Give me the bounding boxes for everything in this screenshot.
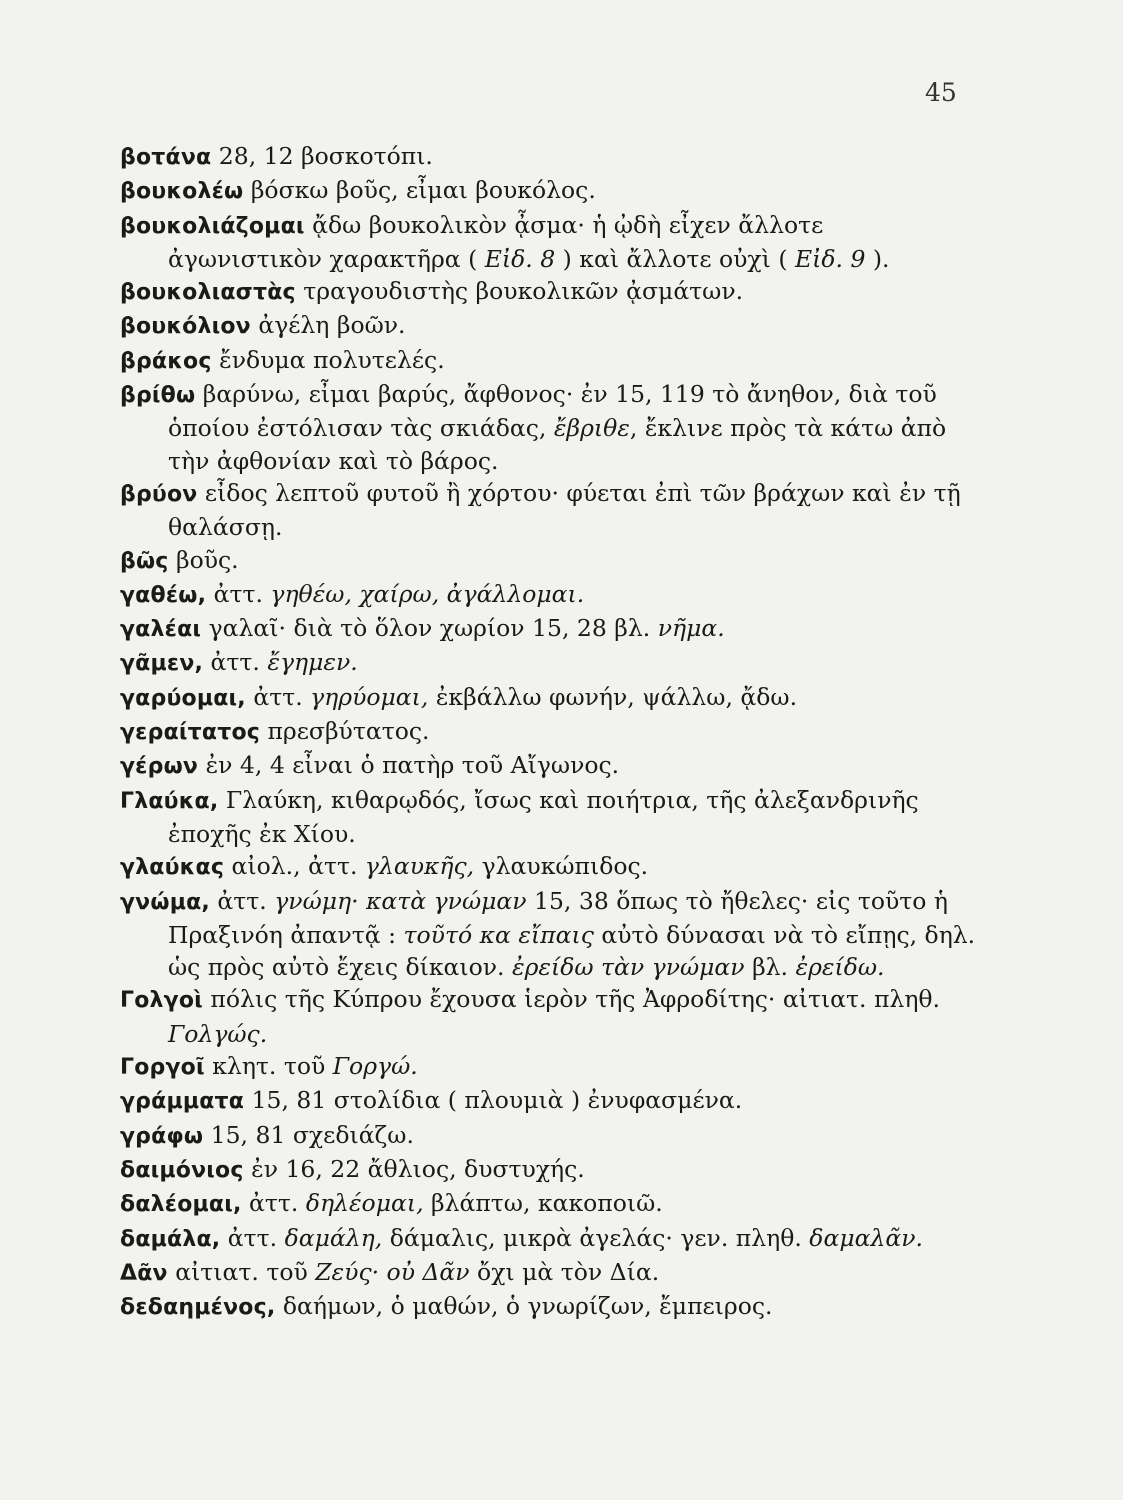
entry-headword: γαρύομαι,	[120, 685, 246, 711]
glossary-entry	[120, 784, 980, 851]
entry-text: κλητ. τοῦ	[204, 1052, 333, 1081]
entry-text: ἀττ.	[241, 1189, 306, 1218]
entry-headword: γλαύκας	[120, 855, 225, 881]
entry-text: , ἔκλινε πρὸς τὰ κάτω ἀπὸ τὴν ἀφθονίαν καὶ τὸ βάρος.	[168, 414, 954, 475]
entry-text: ).	[872, 244, 890, 273]
entry-headword: Γολγοὶ	[120, 988, 203, 1014]
entry-headword: βοτάνα	[120, 145, 212, 170]
entry-headword: γαθέω,	[120, 582, 207, 608]
page-number: 45	[925, 78, 957, 107]
entry-text: πρεσβύτατος.	[260, 717, 430, 746]
entry-headword: γράφω	[120, 1123, 204, 1149]
glossary-entry	[120, 1256, 980, 1290]
glossary-entry	[120, 275, 980, 309]
entry-italic-text: Γοργώ.	[332, 1052, 418, 1081]
entry-italic-text: Εἰδ. 9	[787, 244, 873, 273]
glossary-entry	[120, 715, 980, 749]
entry-text: ἀττ.	[206, 579, 271, 608]
entry-headword: γέρων	[120, 754, 199, 780]
glossary-entry	[120, 209, 980, 276]
entry-headword: γεραίτατος	[120, 720, 261, 746]
entry-text: αἰολ., ἀττ.	[224, 852, 365, 881]
entry-text: βλ.	[744, 953, 796, 982]
entry-text: βλάπτω, κακοποιῶ.	[423, 1189, 663, 1218]
entry-italic-text: δαμάλη,	[284, 1223, 383, 1252]
entry-headword: δαιμόνιος	[120, 1157, 244, 1183]
entry-text: δάμαλις, μικρὰ ἀγελάς· γεν. πληθ.	[382, 1223, 810, 1252]
entry-italic-text: ἐρείδω.	[795, 953, 885, 982]
entry-text: ἐν 16, 22 ἄθλιος, δυστυχής.	[243, 1154, 585, 1183]
entry-headword: βράκος	[120, 348, 212, 374]
glossary-entry	[120, 309, 980, 343]
entry-text: ᾄδω βουκολικὸν ᾆσμα· ἡ ᾠδὴ εἶχεν ἄλλοτε ἀγωνιστικὸν χαρακτῆρα (	[168, 210, 831, 273]
entry-text: ἀττ.	[203, 648, 268, 677]
glossary-entry	[120, 1084, 980, 1118]
entry-italic-text: ἔβριθε	[553, 414, 630, 443]
entry-text: δαήμων, ὁ μαθών, ὁ γνωρίζων, ἔμπειρος.	[275, 1292, 773, 1321]
entry-headword: βουκόλιον	[120, 314, 251, 340]
entry-italic-text: δηλέομαι,	[305, 1189, 424, 1218]
entry-text: ὄχι μὰ τὸν Δία.	[469, 1257, 660, 1286]
entry-italic-text: τοῦτό κα εἴπαις	[403, 920, 594, 949]
glossary-entry	[120, 1187, 980, 1221]
entry-headword: βρίθω	[120, 383, 196, 409]
entry-headword: γαλέαι	[120, 617, 202, 643]
entry-text: 15, 38 ὅπως τὸ ἤθελες· εἰς τοῦτο ἡ Πραξινόη ἀπαντᾷ :	[168, 886, 956, 949]
entry-italic-text: γλαυκῆς,	[364, 852, 475, 881]
entry-headword: Δᾶν	[120, 1260, 168, 1286]
entry-text: Γλαύκη, κιθαρῳδός, ἴσως καὶ ποιήτρια, τῆς ἀλεξανδρινῆς ἐποχῆς ἐκ Χίου.	[168, 785, 927, 848]
entry-text: γλαυκώπιδος.	[474, 852, 649, 881]
entry-text: βοῦς.	[168, 545, 239, 574]
entry-text: ἔνδυμα πολυτελές.	[211, 345, 445, 374]
entry-text: αἰτιατ. τοῦ	[167, 1257, 316, 1286]
glossary-entry	[120, 1050, 980, 1084]
glossary-entry	[120, 1222, 980, 1256]
entry-text: αὐτὸ δύνασαι νὰ τὸ εἴπῃς, δηλ. ὡς πρὸς αὐτὸ ἔχεις δίκαιον.	[168, 920, 983, 982]
entry-text: ἐν 4, 4 εἶναι ὁ πατὴρ τοῦ Αἴγωνος.	[198, 751, 620, 780]
entry-headword: γνώμα,	[120, 889, 210, 915]
entry-headword: γράμματα	[120, 1089, 245, 1115]
glossary-entry	[120, 646, 980, 680]
glossary-entry	[120, 174, 980, 208]
glossary-entry	[120, 850, 980, 884]
glossary-entry	[120, 1153, 980, 1187]
glossary-entry	[120, 983, 980, 1050]
entry-italic-text: ἐρείδω τὰν γνώμαν	[512, 953, 745, 982]
entry-headword: βρύον	[120, 481, 198, 507]
glossary-entry	[120, 681, 980, 715]
entry-italic-text: ἔγημεν.	[267, 648, 358, 677]
entry-headword: δαμάλα,	[120, 1226, 221, 1252]
glossary-entry	[120, 1290, 980, 1324]
entry-text: εἶδος λεπτοῦ φυτοῦ ἢ χόρτου· φύεται ἐπὶ τῶν βράχων καὶ ἐν τῇ θαλάσσῃ.	[168, 478, 969, 542]
entry-text: ) καὶ ἄλλοτε οὐχὶ (	[562, 244, 788, 273]
entry-text: γαλαῖ· διὰ τὸ ὅλον χωρίον 15, 28 βλ.	[201, 614, 658, 643]
glossary-entry	[120, 885, 983, 984]
entry-italic-text: γηρύομαι,	[310, 682, 429, 711]
glossary-entry	[120, 749, 980, 783]
entry-italic-text: νῆμα.	[657, 614, 725, 643]
entry-italic-text: Ζεύς· οὐ Δᾶν	[315, 1257, 470, 1286]
entry-text: ἐκβάλλω φωνήν, ψάλλω, ᾄδω.	[428, 682, 798, 711]
entry-text: 15, 81 στολίδια ( πλουμιὰ ) ἐνυφασμένα.	[244, 1086, 743, 1115]
glossary-entry	[120, 378, 980, 477]
entry-italic-text: γηθέω, χαίρω, ἀγάλλομαι.	[270, 579, 585, 608]
glossary-entry	[120, 1119, 980, 1153]
entry-text: ἀττ.	[245, 682, 311, 711]
glossary-entry	[120, 477, 980, 544]
entry-headword: βῶς	[120, 548, 169, 574]
entry-headword: δεδαημένος,	[120, 1295, 276, 1321]
entry-headword: βουκολιαστὰς	[120, 280, 296, 306]
entry-text: βόσκω βοῦς, εἶμαι βουκόλος.	[243, 176, 596, 205]
entry-text: βαρύνω, εἶμαι βαρύς, ἄφθονος· ἐν 15, 119 τὸ ἄνηθον, διὰ τοῦ ὁποίου ἐστόλισαν τὰς σκιάδας,	[168, 380, 945, 443]
entry-text: πόλις τῆς Κύπρου ἔχουσα ἱερὸν τῆς Ἀφροδίτης· αἰτιατ. πληθ.	[202, 985, 948, 1014]
entry-text: ἀγέλη βοῶν.	[250, 311, 406, 340]
entry-italic-text: Γολγώς.	[168, 1019, 268, 1048]
entry-headword: βουκολέω	[120, 179, 244, 205]
entry-headword: Γλαύκα,	[120, 788, 219, 814]
glossary-entry	[120, 544, 980, 578]
entry-italic-text: δαμαλᾶν.	[809, 1223, 923, 1252]
entry-headword: δαλέομαι,	[120, 1192, 242, 1218]
entry-italic-text: Εἰδ. 8	[477, 244, 563, 273]
entry-headword: βουκολιάζομαι	[120, 213, 305, 239]
entry-text: τραγουδιστὴς βουκολικῶν ᾀσμάτων.	[295, 277, 744, 306]
entry-headword: γᾶμεν,	[120, 651, 204, 677]
glossary-entry	[120, 578, 980, 612]
entry-headword: Γοργοῖ	[120, 1055, 205, 1081]
glossary-entry	[120, 612, 980, 646]
glossary-entries	[120, 140, 983, 1324]
entry-text: 28, 12 βοσκοτόπι.	[211, 142, 433, 170]
entry-text: ἀττ.	[220, 1223, 285, 1252]
entry-italic-text: γνώμη· κατὰ γνώμαν	[274, 886, 527, 915]
glossary-entry	[120, 344, 980, 378]
entry-text: 15, 81 σχεδιάζω.	[203, 1120, 414, 1149]
entry-text: ἀττ.	[209, 886, 275, 915]
glossary-entry	[120, 140, 980, 174]
